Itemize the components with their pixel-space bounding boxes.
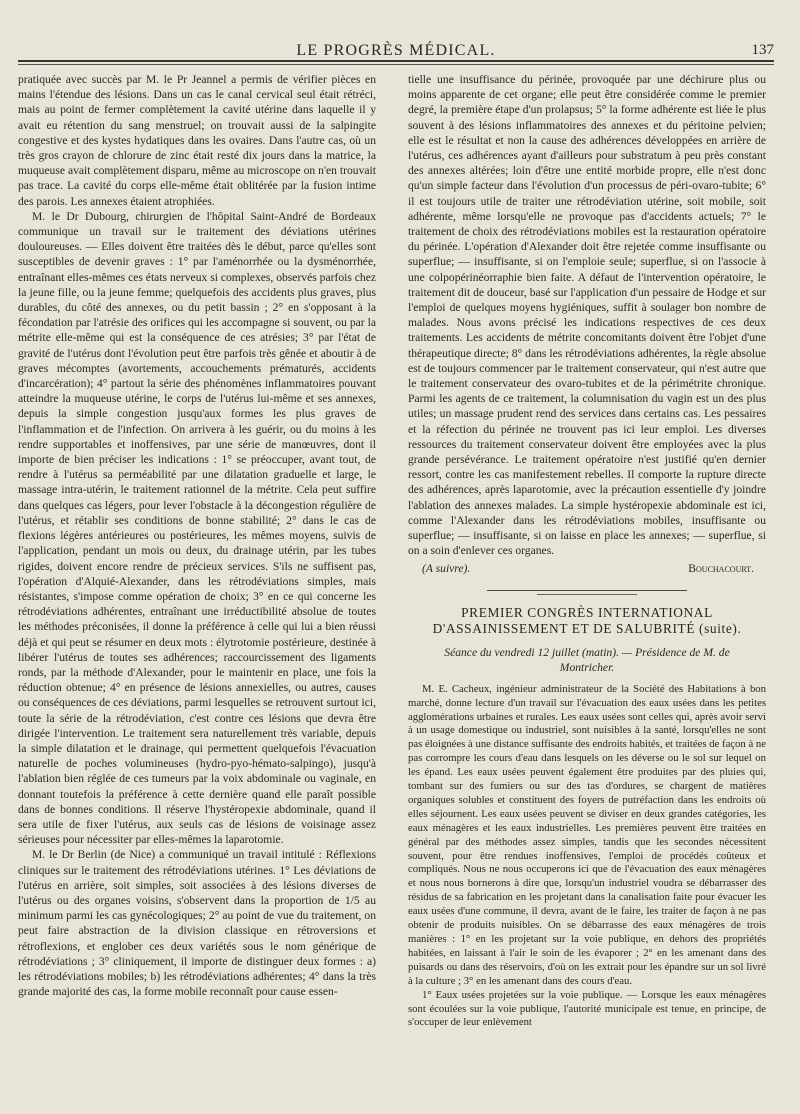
left-column <box>18 72 376 1108</box>
to-be-continued: (A suivre). <box>422 561 471 575</box>
author-signature: Bouchacourt. <box>688 561 754 575</box>
header-subrule <box>18 64 774 65</box>
paragraph-dubourg: M. le Dr Dubourg, chirurgien de l'hôpital Saint-André de Bordeaux communique un travail sur le traitement des déviations utérines douloureuses. — Elles doivent être traitées dès le début, parce qu'elles sont susceptibles de devenir graves : 1° par l'aménorrhée ou la dysménorrhée, entraînant elles-mêmes ces états nerveux si complexes, observés parfois chez la jeune fille, ou la jeune femme; quelquefois des accidents plus graves, plus durables, du côté des annexes, ou du petit bassin ; 2° en s'opposant à la fécondation par l'atrésie des orifices qui les accompagne si souvent, ou par la métrite elle-même qui est la conséquence de ces atrésies; 3° par l'état de gravité de l'utérus dont l'évolution peut être parfois très gênée et aboutir à de graves mécomptes (avortements, accouchements prématurés, accidents d'incarcération); 4° partout la série des phénomènes inflammatoires pouvant atteindre la muqueuse utérine, le corps de l'utérus lui-même et ses annexes, depuis la simple congestion jusqu'aux formes les plus graves de l'inflammation et de l'infection. On arrivera à les guérir, ou du moins à les rendre supportables et inoffensives, par une série de manœuvres, dont il importe de bien préciser les indications : 1° se préoccuper, avant tout, de rendre à l'utérus sa perméabilité par une dilatation graduelle et large, le massage intra-utérin, le traitement rationnel de la métrite. Cela peut suffire dans quelques cas légers, pour lever l'obstacle à la décongestion régulière de l'utérus, et rétablir ses conditions de bonne stabilité; 2° dans le cas de flexions légères antérieures ou postérieures, les mêmes moyens, suivis de l'application, pendant un mois ou deux, du drainage utérin, par les tubes rigides, doivent encore rendre de précieux services. S'ils ne suffisent pas, l'opération d'Alquié-Alexander, dans les rétrodéviations simples, mais résistantes, s'impose comme opération de choix; 3° en ce qui concerne les rétrodéviations adhérentes, entraînant une irréductibilité absolue de toutes les méthodes préconisées, il donne la préférence à celle qui lui a bien réussi déjà et qui peut se résumer en deux mots : élytrotomie postérieure, destinée à libérer l'utérus de toutes ses adhérences; raccourcissement des ligaments ronds, par la méthode d'Alexander, pour le maintenir en place, une fois la réduction obtenue; 4° en présence de lésions annexielles, ou autres, causes ou conséquences de ces déviations, parmi lesquelles se retrouvent surtout ici, toute la série de la rétrodéviation, c'est contre ces lésions que devra être dirigée l'intervention. Le traitement sera naturellement très variable, depuis la simple dilatation et le drainage, qui permettent quelquefois l'évacuation naturelle de poches volumineuses (hydro-pyo-hémato-salpingo), jusqu'à l'ablation bien réglée de ces tumeurs par la voix abdominale ou vaginale, en donnant toutefois la préférence à cette dernière quand elle paraît possible dans de bonnes conditions. Il réserve l'hystéropexie abdominale, quand il sera utile de fixer l'utérus, aux seuls cas de lésions de voisinage assez sérieuses pour nécessiter par elles-mêmes la laparotomie. <box>18 209 376 847</box>
paragraph-eaux-usees: 1° Eaux usées projetées sur la voie publique. — Lorsque les eaux ménagères sont écoulées sur la voie publique, l'autorité municipale est tenue, en principe, de s'occuper de leur enlèvement <box>408 988 766 1029</box>
header-rule <box>18 60 774 62</box>
page-number: 137 <box>751 42 774 58</box>
paragraph-berlin: M. le Dr Berlin (de Nice) a communiqué un travail intitulé : Réflexions cliniques sur le traitement des rétrodéviations utérines. 1° Les déviations de l'utérus en arrière, soit simples, soit associées à des lésions diverses de l'utérus ou des organes voisins, s'observent dans la proportion de 1/5 au minimum parmi les cas gynécologiques; 2° au point de vue du traitement, on peut faire abstraction de la division classique en rétroversions et rétroflexions, et englober ces deux variétés sous le nom générique de rétrodéviations ; 3° cliniquement, il importe de distinguer deux formes : a) les rétrodéviations mobiles; b) les rétrodéviations adhérentes; 4° dans la très grande majorité des cas, la forme mobile reconnaît pour cause essen- <box>18 848 376 999</box>
section-heading-line1: PREMIER CONGRÈS INTERNATIONAL <box>461 604 713 620</box>
paragraph-jeannel-continuation: pratiquée avec succès par M. le Pr Jeannel a permis de vérifier pièces en mains l'étendue des lésions. Dans un cas le canal cervical seul était rétréci, mais au point de fermer complètement la cavité utérine dans laquelle il y avait eu rétention du sang menstruel; on trouvait aussi de la salpingite congestive et des kystes hydatiques dans les ovaires. Dans l'autre cas, où un très gros crayon de chlorure de zinc était resté dix jours dans la matrice, la muqueuse avait complètement disparu, même au microscope on n'en trouvait pas trace. La cavité du corps elle-même était oblitérée par la fusion intime des parois. Les annexes étaient atrophiées. <box>18 73 376 208</box>
running-title: LE PROGRÈS MÉDICAL. <box>296 42 496 59</box>
section-heading <box>408 605 766 637</box>
page-header <box>18 26 774 66</box>
section-heading-line2: D'ASSAINISSEMENT ET DE SALUBRITÉ (suite). <box>432 620 742 636</box>
two-column-body <box>18 72 766 1108</box>
follow-signature-line <box>408 561 766 576</box>
section-separator <box>487 590 687 591</box>
right-column <box>408 72 766 1108</box>
paragraph-berlin-continuation: tielle une insuffisance du périnée, provoquée par une déchirure plus ou moins apparente de cet organe; elle peut être considérée comme le premier degré, la première étape d'un prolapsus; 5° la forme adhérente est liée le plus souvent à des lésions inflammatoires des annexes et du péritoine pelvien; elle est le résultat et non la cause des adhérences développées en arrière de l'utérus, ces adhérences ayant d'ailleurs pour substratum à peu près constant des annexes altérées; loin d'être une entité morbide propre, elle n'est donc qu'un simple facteur dans l'évolution d'un processus de péri-ovaro-tubite; 6° il est toujours utile de traiter une rétrodéviation utérine, soit mobile, soit adhérente, même lorsqu'elle ne provoque pas d'accidents actuels; 7° le traitement de choix des rétrodéviations mobiles est la restauration opératoire du périnée. L'opération d'Alexander doit être rejetée comme insuffisante ou superflue; — insuffisante, si on l'emploie seule; superflue, si on l'associe à une colpopérinéorraphie bien faite. A défaut de l'intervention opératoire, le traitement dit de douceur, basé sur l'application d'un pessaire de Hodge et sur l'emploi de quelques moyens hygiéniques, suffit à soulager bon nombre de malades. Nous avons précisé les indications respectives de ces deux traitements. Les accidents de métrite concomitants doivent être l'objet d'une thérapeutique directe; 8° dans les rétrodéviations adhérentes, la règle absolue est de toujours commencer par le traitement conservateur, qui n'est autre que le traitement conservateur des ovaro-tubites et de la périmétrite chronique. Parmi les agents de ce traitement, la columnisation du vagin est un des plus utiles; un massage prudent rend des services dans certains cas. Les pessaires et la réfection du périnée ne trouvent pas ici leur emploi. Les diverses ressources du traitement conservateur doivent être employées avec la plus grande persévérance. Le traitement opératoire n'est justifié qu'en dernier ressort, contre les cas manifestement rebelles. Il comporte la rupture directe des adhérences, après laparotomie, avec la précaution essentielle d'y joindre l'ablation des annexes malades. La simple hystéropexie abdominale est ici, comme l'Alexander dans les rétrodéviations mobiles, insuffisante ou superflue; — insuffisante, si on laisse en place les annexes; — superflue, si on a soin d'enlever ces organes. <box>408 73 766 558</box>
session-line: Séance du vendredi 12 juillet (matin). — Présidence de M. de Montricher. <box>444 645 730 674</box>
paragraph-cacheux: M. E. Cacheux, ingénieur administrateur de la Société des Habitations à bon marché, donne lecture d'un travail sur l'évacuation des eaux usées dans les petites agglomérations urbaines et rurales. Les eaux usées sont celles qui, après avoir servi à un usage domestique ou industriel, sont nuisibles à la santé, lorsqu'elles ne sont pas éloignées à une distance suffisante des endroits habités, et traitées de façon à ne pas corrompre les cours d'eau dans lesquels on les déverse ou le sol sur lequel on les épand. Les eaux usées peuvent également être produites par des pluies qui, tombant sur des fumiers ou sur des tas d'ordures, se chargent de matières organiques solubles et constituent des foyers de putréfaction dans les endroits où elles séjournent. Les eaux usées peuvent se diviser en deux grandes catégories, les eaux ménagères et les eaux industrielles. Les premières peuvent être traitées en général par des méthodes assez simples, tandis que les secondes nécessitent souvent, pour être rendues inoffensives, l'emploi de procédés coûteux et compliqués. Nous ne nous occuperons ici que de l'évacuation des eaux ménagères et nous nous bornerons à dire que, lorsqu'un industriel voudra se débarrasser des résidus de sa fabrication en les projetant dans la canalisation faite pour évacuer les eaux usées d'une commune, il devra, avant de le faire, les traiter de façon à ne pas obtenir de produits nuisibles. On se débarrasse des eaux ménagères de trois manières : 1° en les projetant sur la voie publique, en dehors des propriétés habitées, en laissant à l'air le soin de les évaporer ; 2° en les amenant dans des puisards ou dans des réservoirs, d'où on les extrait pour les épandre sur un sol livré à la culture ; 3° en les amenant dans des cours d'eau. <box>408 682 766 987</box>
